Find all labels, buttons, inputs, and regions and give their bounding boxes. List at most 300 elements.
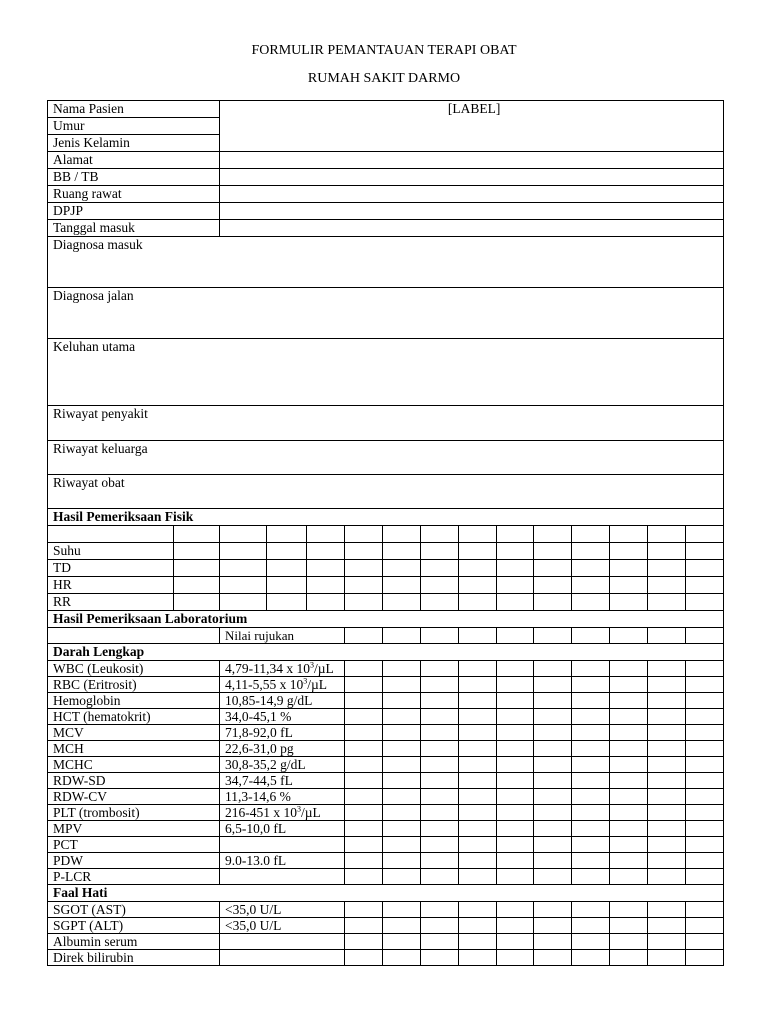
lab-value-cell[interactable] — [345, 757, 383, 773]
lab-value-cell[interactable] — [534, 709, 572, 725]
lab-value-cell[interactable] — [648, 869, 686, 885]
lab-value-cell[interactable] — [686, 661, 724, 677]
lab-value-cell[interactable] — [497, 725, 534, 741]
lab-value-cell[interactable] — [648, 709, 686, 725]
vital-value-cell[interactable] — [610, 560, 648, 577]
lab-value-cell[interactable] — [345, 741, 383, 757]
vital-value-cell[interactable] — [421, 560, 459, 577]
lab-value-cell[interactable] — [421, 950, 459, 966]
date-header-cell[interactable] — [648, 628, 686, 644]
lab-value-cell[interactable] — [421, 805, 459, 821]
reference-range: 9.0-13.0 fL — [225, 853, 287, 868]
lab-value-cell[interactable] — [345, 853, 383, 869]
lab-value-cell[interactable] — [610, 934, 648, 950]
lab-value-cell[interactable] — [610, 661, 648, 677]
date-header-cell[interactable] — [459, 526, 497, 543]
vital-value-cell[interactable] — [686, 594, 724, 611]
lab-value-cell[interactable] — [459, 902, 497, 918]
lab-value-cell[interactable] — [534, 902, 572, 918]
date-header-cell[interactable] — [534, 628, 572, 644]
lab-value-cell[interactable] — [610, 741, 648, 757]
lab-value-cell[interactable] — [383, 869, 421, 885]
vital-value-cell[interactable] — [383, 543, 421, 560]
lab-value-cell[interactable] — [497, 805, 534, 821]
lab-value-cell[interactable] — [686, 821, 724, 837]
lab-value-cell[interactable] — [497, 902, 534, 918]
lab-value-cell[interactable] — [534, 725, 572, 741]
lab-value-cell[interactable] — [383, 950, 421, 966]
lab-value-cell[interactable] — [572, 918, 610, 934]
lab-value-cell[interactable] — [345, 950, 383, 966]
vital-row — [48, 560, 724, 577]
vital-value-cell[interactable] — [648, 560, 686, 577]
form-title: FORMULIR PEMANTAUAN TERAPI OBAT — [251, 43, 517, 58]
vital-value-cell[interactable] — [459, 560, 497, 577]
lab-value-cell[interactable] — [383, 757, 421, 773]
lab-value-cell[interactable] — [534, 918, 572, 934]
date-header-cell[interactable] — [648, 526, 686, 543]
lab-value-cell[interactable] — [648, 677, 686, 693]
lab-value-cell[interactable] — [686, 853, 724, 869]
lab-row — [48, 918, 724, 934]
vital-value-cell[interactable] — [383, 577, 421, 594]
lab-value-cell[interactable] — [610, 757, 648, 773]
lab-value-cell[interactable] — [459, 773, 497, 789]
date-header-cell[interactable] — [572, 526, 610, 543]
lab-value-cell[interactable] — [686, 869, 724, 885]
lab-value-cell[interactable] — [534, 677, 572, 693]
lab-value-cell[interactable] — [534, 741, 572, 757]
lab-value-cell[interactable] — [421, 869, 459, 885]
lab-value-cell[interactable] — [345, 821, 383, 837]
lab-value-cell[interactable] — [497, 821, 534, 837]
date-header-cell[interactable] — [610, 628, 648, 644]
history-field[interactable]: Riwayat keluarga — [48, 441, 724, 475]
lab-value-cell[interactable] — [610, 805, 648, 821]
lab-value-cell[interactable] — [383, 853, 421, 869]
vital-value-cell[interactable] — [174, 577, 220, 594]
lab-value-cell[interactable] — [572, 902, 610, 918]
lab-value-cell[interactable] — [421, 693, 459, 709]
vital-value-cell[interactable] — [686, 577, 724, 594]
vital-value-cell[interactable] — [220, 543, 267, 560]
lab-value-cell[interactable] — [534, 757, 572, 773]
vital-value-cell[interactable] — [534, 577, 572, 594]
vital-row — [48, 577, 724, 594]
vital-value-cell[interactable] — [307, 543, 345, 560]
lab-value-cell[interactable] — [383, 902, 421, 918]
lab-value-cell[interactable] — [497, 918, 534, 934]
lab-value-cell[interactable] — [572, 869, 610, 885]
lab-value-cell[interactable] — [610, 693, 648, 709]
history-field[interactable]: Riwayat obat — [48, 475, 724, 509]
lab-value-cell[interactable] — [610, 725, 648, 741]
lab-value-cell[interactable] — [497, 741, 534, 757]
lab-value-cell[interactable] — [610, 902, 648, 918]
lab-value-cell[interactable] — [534, 789, 572, 805]
vital-value-cell[interactable] — [648, 594, 686, 611]
lab-value-cell[interactable] — [534, 853, 572, 869]
lab-value-cell[interactable] — [421, 677, 459, 693]
lab-value-cell[interactable] — [383, 661, 421, 677]
lab-value-cell[interactable] — [345, 661, 383, 677]
lab-value-cell[interactable] — [459, 918, 497, 934]
exponent: 3 — [310, 660, 315, 670]
lab-value-cell[interactable] — [383, 837, 421, 853]
vital-value-cell[interactable] — [534, 560, 572, 577]
lab-value-cell[interactable] — [648, 741, 686, 757]
lab-value-cell[interactable] — [610, 821, 648, 837]
lab-value-cell[interactable] — [648, 837, 686, 853]
vital-value-cell[interactable] — [267, 594, 307, 611]
lab-value-cell[interactable] — [534, 661, 572, 677]
lab-value-cell[interactable] — [345, 918, 383, 934]
history-row — [48, 441, 724, 475]
lab-value-cell[interactable] — [497, 773, 534, 789]
lab-value-cell[interactable] — [345, 773, 383, 789]
lab-value-cell[interactable] — [572, 709, 610, 725]
lab-value-cell[interactable] — [421, 741, 459, 757]
vital-value-cell[interactable] — [307, 560, 345, 577]
lab-value-cell[interactable] — [383, 709, 421, 725]
date-header-cell[interactable] — [345, 628, 383, 644]
reference-range: 6,5-10,0 fL — [225, 821, 287, 836]
lab-value-cell[interactable] — [421, 902, 459, 918]
vital-value-cell[interactable] — [421, 594, 459, 611]
lab-value-cell[interactable] — [534, 837, 572, 853]
vital-value-cell[interactable] — [497, 560, 534, 577]
lab-value-cell[interactable] — [534, 950, 572, 966]
lab-value-cell[interactable] — [686, 918, 724, 934]
lab-value-cell[interactable] — [459, 661, 497, 677]
vital-value-cell[interactable] — [421, 577, 459, 594]
lab-value-cell[interactable] — [497, 950, 534, 966]
lab-value-cell[interactable] — [572, 773, 610, 789]
vital-value-cell[interactable] — [648, 543, 686, 560]
history-field[interactable]: Riwayat penyakit — [48, 406, 724, 441]
vital-label: HR — [48, 577, 174, 594]
history-field[interactable]: Keluhan utama — [48, 339, 724, 406]
lab-value-cell[interactable] — [534, 773, 572, 789]
lab-value-cell[interactable] — [459, 869, 497, 885]
lab-value-cell[interactable] — [459, 741, 497, 757]
lab-test-name: P-LCR — [48, 869, 220, 885]
lab-value-cell[interactable] — [383, 805, 421, 821]
lab-value-cell[interactable] — [648, 789, 686, 805]
lab-value-cell[interactable] — [572, 805, 610, 821]
date-header-cell[interactable] — [220, 526, 267, 543]
lab-value-cell[interactable] — [686, 741, 724, 757]
date-header-cell[interactable] — [307, 526, 345, 543]
vital-value-cell[interactable] — [534, 543, 572, 560]
lab-value-cell[interactable] — [421, 709, 459, 725]
lab-value-cell[interactable] — [648, 725, 686, 741]
lab-value-cell[interactable] — [345, 934, 383, 950]
lab-value-cell[interactable] — [497, 677, 534, 693]
lab-value-cell[interactable] — [497, 853, 534, 869]
lab-value-cell[interactable] — [497, 693, 534, 709]
history-field[interactable]: Diagnosa jalan — [48, 288, 724, 339]
vital-value-cell[interactable] — [220, 594, 267, 611]
lab-value-cell[interactable] — [421, 757, 459, 773]
vital-value-cell[interactable] — [572, 560, 610, 577]
date-header-cell[interactable] — [267, 526, 307, 543]
vital-value-cell[interactable] — [307, 577, 345, 594]
lab-value-cell[interactable] — [648, 853, 686, 869]
lab-value-cell[interactable] — [421, 853, 459, 869]
lab-value-cell[interactable] — [459, 821, 497, 837]
lab-value-cell[interactable] — [497, 789, 534, 805]
lab-value-cell[interactable] — [497, 837, 534, 853]
vital-value-cell[interactable] — [174, 560, 220, 577]
lab-value-cell[interactable] — [686, 934, 724, 950]
lab-value-cell[interactable] — [648, 950, 686, 966]
lab-value-cell[interactable] — [648, 934, 686, 950]
vital-value-cell[interactable] — [307, 594, 345, 611]
lab-reference-value — [220, 757, 345, 773]
lab-value-cell[interactable] — [345, 789, 383, 805]
date-header-cell[interactable] — [497, 526, 534, 543]
lab-value-cell[interactable] — [421, 837, 459, 853]
date-header-cell[interactable] — [686, 526, 724, 543]
lab-value-cell[interactable] — [572, 853, 610, 869]
lab-value-cell[interactable] — [610, 918, 648, 934]
lab-value-cell[interactable] — [421, 821, 459, 837]
lab-value-cell[interactable] — [686, 693, 724, 709]
lab-value-cell[interactable] — [459, 934, 497, 950]
lab-value-cell[interactable] — [572, 837, 610, 853]
vital-value-cell[interactable] — [610, 543, 648, 560]
lab-value-cell[interactable] — [459, 677, 497, 693]
lab-value-cell[interactable] — [686, 709, 724, 725]
patient-row — [48, 101, 724, 118]
lab-value-cell[interactable] — [497, 709, 534, 725]
lab-header-blank — [48, 628, 220, 644]
vital-value-cell[interactable] — [345, 594, 383, 611]
vital-value-cell[interactable] — [497, 543, 534, 560]
lab-value-cell[interactable] — [610, 950, 648, 966]
vital-value-cell[interactable] — [383, 560, 421, 577]
lab-value-cell[interactable] — [459, 950, 497, 966]
reference-range: 71,8-92,0 fL — [225, 725, 293, 740]
lab-value-cell[interactable] — [572, 757, 610, 773]
lab-value-cell[interactable] — [572, 741, 610, 757]
lab-test-name: PCT — [48, 837, 220, 853]
lab-value-cell[interactable] — [459, 805, 497, 821]
lab-value-cell[interactable] — [572, 789, 610, 805]
lab-value-cell[interactable] — [383, 693, 421, 709]
date-header-cell[interactable] — [610, 526, 648, 543]
lab-value-cell[interactable] — [459, 853, 497, 869]
vital-value-cell[interactable] — [648, 577, 686, 594]
lab-value-cell[interactable] — [610, 853, 648, 869]
lab-value-cell[interactable] — [686, 902, 724, 918]
vital-value-cell[interactable] — [220, 577, 267, 594]
lab-value-cell[interactable] — [345, 693, 383, 709]
lab-value-cell[interactable] — [534, 821, 572, 837]
lab-reference-value — [220, 741, 345, 757]
lab-value-cell[interactable] — [572, 677, 610, 693]
lab-value-cell[interactable] — [345, 725, 383, 741]
lab-value-cell[interactable] — [459, 693, 497, 709]
lab-value-cell[interactable] — [345, 805, 383, 821]
lab-value-cell[interactable] — [572, 661, 610, 677]
lab-value-cell[interactable] — [534, 693, 572, 709]
vital-value-cell[interactable] — [497, 594, 534, 611]
lab-value-cell[interactable] — [610, 789, 648, 805]
lab-value-cell[interactable] — [383, 741, 421, 757]
lab-value-cell[interactable] — [610, 869, 648, 885]
lab-value-cell[interactable] — [534, 805, 572, 821]
lab-value-cell[interactable] — [534, 934, 572, 950]
vital-value-cell[interactable] — [267, 577, 307, 594]
lab-value-cell[interactable] — [383, 773, 421, 789]
vital-value-cell[interactable] — [497, 577, 534, 594]
lab-value-cell[interactable] — [686, 725, 724, 741]
vital-value-cell[interactable] — [572, 577, 610, 594]
lab-value-cell[interactable] — [686, 837, 724, 853]
vital-value-cell[interactable] — [572, 594, 610, 611]
patient-field-label: Alamat — [48, 152, 220, 169]
lab-test-name: Hemoglobin — [48, 693, 220, 709]
lab-value-cell[interactable] — [421, 934, 459, 950]
physical-header-blank — [48, 526, 174, 543]
lab-reference-value — [220, 821, 345, 837]
lab-value-cell[interactable] — [648, 918, 686, 934]
lab-value-cell[interactable] — [421, 725, 459, 741]
vital-value-cell[interactable] — [686, 543, 724, 560]
lab-value-cell[interactable] — [648, 805, 686, 821]
lab-value-cell[interactable] — [497, 934, 534, 950]
lab-reference-value — [220, 934, 345, 950]
vital-value-cell[interactable] — [345, 560, 383, 577]
vital-value-cell[interactable] — [267, 560, 307, 577]
date-header-cell[interactable] — [421, 628, 459, 644]
lab-row — [48, 677, 724, 693]
vital-value-cell[interactable] — [267, 543, 307, 560]
lab-reference-value — [220, 709, 345, 725]
lab-value-cell[interactable] — [648, 757, 686, 773]
liver-section-title: Faal Hati — [48, 885, 724, 902]
vital-value-cell[interactable] — [534, 594, 572, 611]
lab-value-cell[interactable] — [610, 709, 648, 725]
vital-value-cell[interactable] — [572, 543, 610, 560]
lab-value-cell[interactable] — [686, 805, 724, 821]
history-field[interactable]: Diagnosa masuk — [48, 237, 724, 288]
lab-value-cell[interactable] — [459, 789, 497, 805]
date-header-cell[interactable] — [421, 526, 459, 543]
lab-test-name: SGPT (ALT) — [48, 918, 220, 934]
lab-value-cell[interactable] — [572, 693, 610, 709]
lab-value-cell[interactable] — [648, 902, 686, 918]
lab-value-cell[interactable] — [497, 869, 534, 885]
vital-value-cell[interactable] — [421, 543, 459, 560]
lab-value-cell[interactable] — [534, 869, 572, 885]
patient-field-value[interactable] — [220, 152, 724, 169]
patient-field-value[interactable] — [220, 220, 724, 237]
lab-value-cell[interactable] — [610, 773, 648, 789]
lab-value-cell[interactable] — [345, 869, 383, 885]
date-header-cell[interactable] — [572, 628, 610, 644]
date-header-cell[interactable] — [686, 628, 724, 644]
lab-value-cell[interactable] — [421, 789, 459, 805]
lab-row — [48, 741, 724, 757]
lab-value-cell[interactable] — [421, 661, 459, 677]
vital-value-cell[interactable] — [345, 543, 383, 560]
patient-label-area[interactable]: [LABEL] — [220, 101, 724, 152]
lab-value-cell[interactable] — [497, 661, 534, 677]
date-header-cell[interactable] — [345, 526, 383, 543]
patient-field-value[interactable] — [220, 203, 724, 220]
lab-value-cell[interactable] — [497, 757, 534, 773]
lab-value-cell[interactable] — [421, 773, 459, 789]
lab-value-cell[interactable] — [459, 757, 497, 773]
lab-value-cell[interactable] — [459, 709, 497, 725]
vital-value-cell[interactable] — [174, 543, 220, 560]
date-header-cell[interactable] — [383, 628, 421, 644]
lab-value-cell[interactable] — [648, 821, 686, 837]
vital-value-cell[interactable] — [610, 577, 648, 594]
lab-value-cell[interactable] — [610, 837, 648, 853]
lab-value-cell[interactable] — [459, 725, 497, 741]
lab-value-cell[interactable] — [686, 773, 724, 789]
lab-value-cell[interactable] — [686, 677, 724, 693]
date-header-cell[interactable] — [459, 628, 497, 644]
vital-value-cell[interactable] — [383, 594, 421, 611]
date-header-cell[interactable] — [534, 526, 572, 543]
history-row — [48, 237, 724, 288]
lab-value-cell[interactable] — [383, 821, 421, 837]
lab-value-cell[interactable] — [345, 837, 383, 853]
lab-value-cell[interactable] — [383, 677, 421, 693]
lab-value-cell[interactable] — [610, 677, 648, 693]
lab-value-cell[interactable] — [686, 950, 724, 966]
lab-value-cell[interactable] — [345, 902, 383, 918]
lab-value-cell[interactable] — [383, 725, 421, 741]
lab-value-cell[interactable] — [648, 661, 686, 677]
lab-value-cell[interactable] — [686, 789, 724, 805]
vital-value-cell[interactable] — [174, 594, 220, 611]
vital-value-cell[interactable] — [459, 594, 497, 611]
lab-value-cell[interactable] — [345, 709, 383, 725]
vital-value-cell[interactable] — [459, 543, 497, 560]
lab-value-cell[interactable] — [648, 773, 686, 789]
date-header-cell[interactable] — [497, 628, 534, 644]
lab-value-cell[interactable] — [421, 918, 459, 934]
lab-value-cell[interactable] — [572, 950, 610, 966]
vital-value-cell[interactable] — [610, 594, 648, 611]
vital-value-cell[interactable] — [686, 560, 724, 577]
vital-value-cell[interactable] — [345, 577, 383, 594]
vital-value-cell[interactable] — [220, 560, 267, 577]
lab-value-cell[interactable] — [572, 725, 610, 741]
date-header-cell[interactable] — [383, 526, 421, 543]
lab-value-cell[interactable] — [345, 677, 383, 693]
reference-range: 216-451 x 10 — [225, 805, 298, 820]
lab-value-cell[interactable] — [383, 918, 421, 934]
patient-field-value[interactable] — [220, 186, 724, 203]
lab-value-cell[interactable] — [383, 934, 421, 950]
lab-value-cell[interactable] — [572, 821, 610, 837]
lab-value-cell[interactable] — [572, 934, 610, 950]
lab-value-cell[interactable] — [686, 757, 724, 773]
lab-value-cell[interactable] — [383, 789, 421, 805]
vital-value-cell[interactable] — [459, 577, 497, 594]
date-header-cell[interactable] — [174, 526, 220, 543]
patient-field-value[interactable] — [220, 169, 724, 186]
lab-value-cell[interactable] — [648, 693, 686, 709]
lab-value-cell[interactable] — [459, 837, 497, 853]
